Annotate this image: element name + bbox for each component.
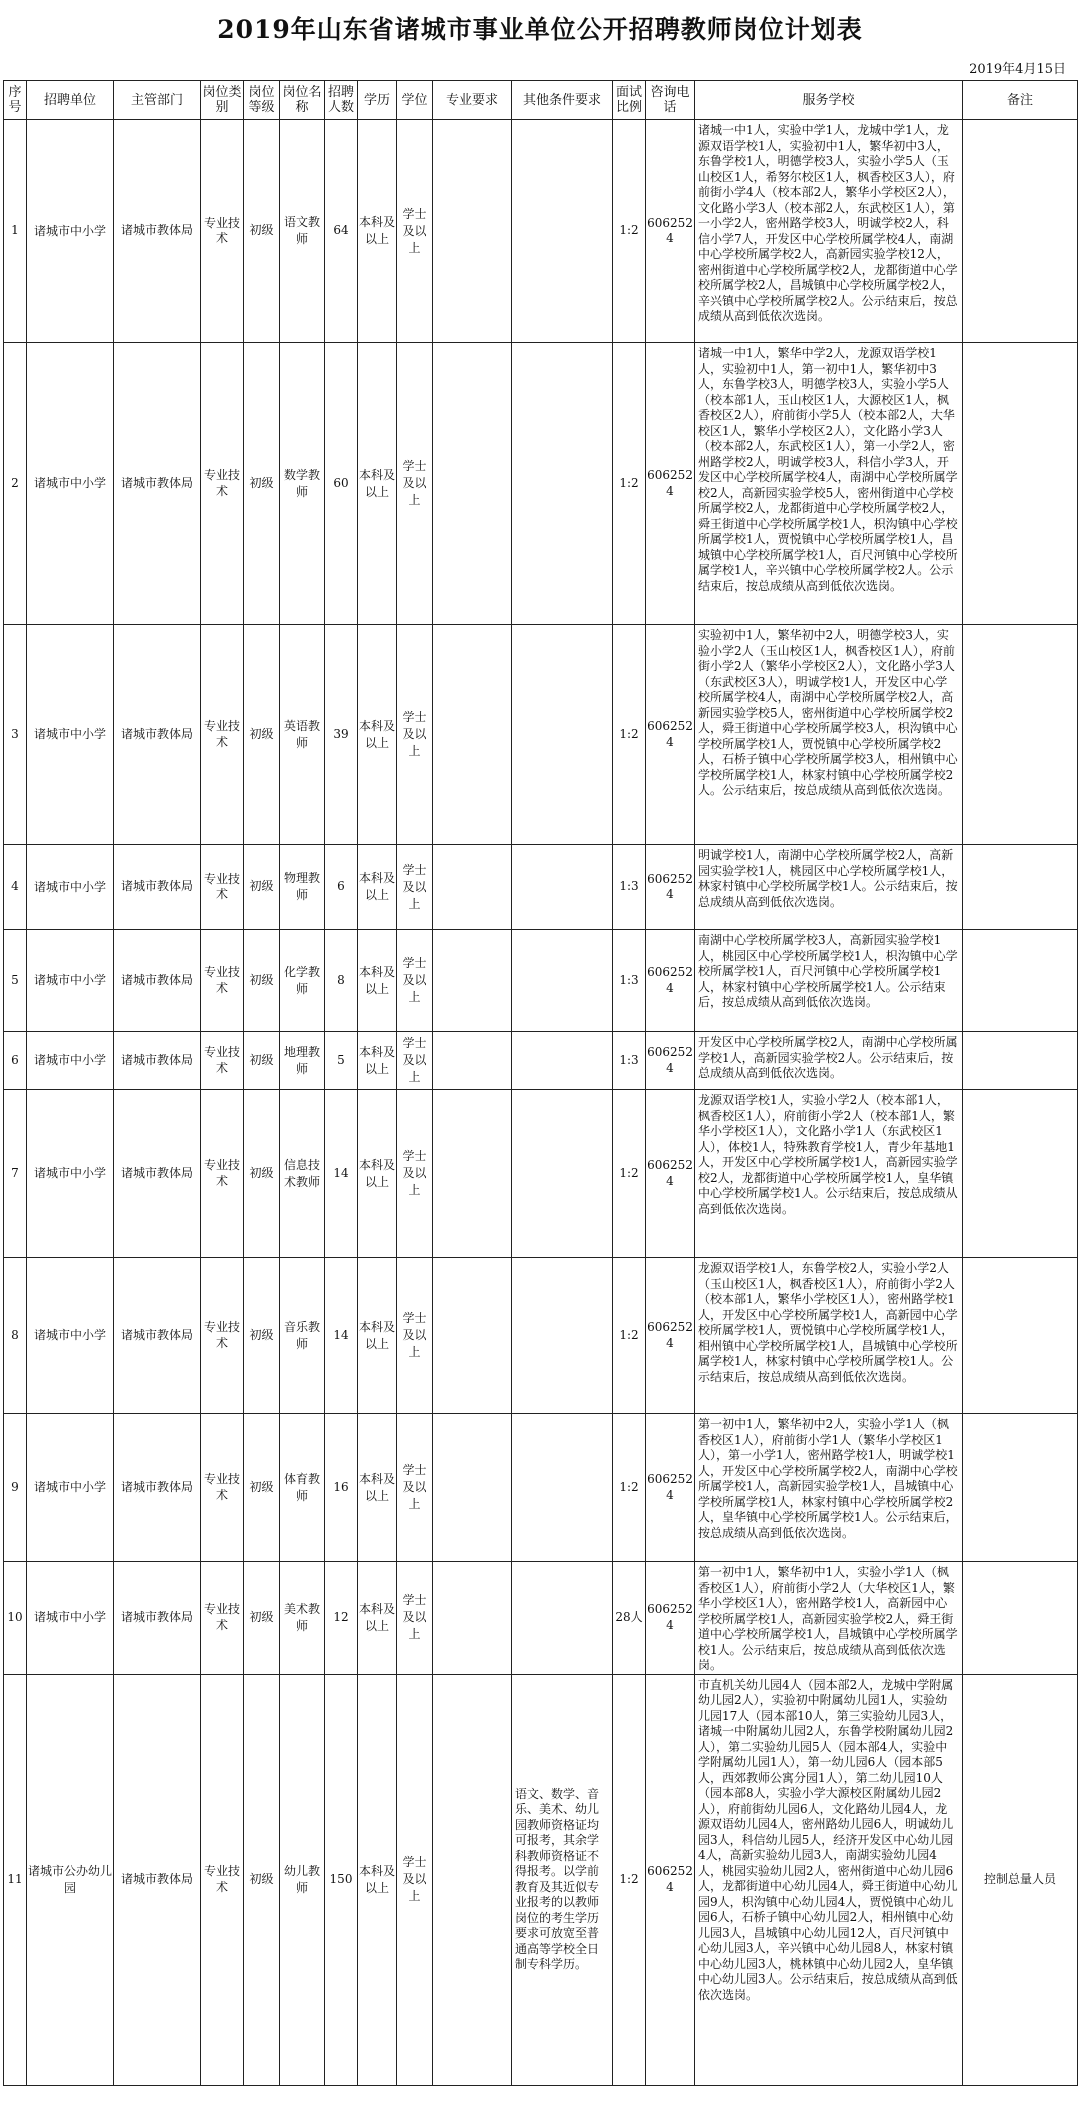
table-row (4, 1674, 1078, 2085)
row-number: 7 (4, 1090, 27, 1258)
header-row (4, 81, 1078, 120)
column-header: 招聘单位 (27, 81, 114, 120)
recruiting-unit: 诸城市中小学 (27, 1090, 114, 1258)
remarks (963, 625, 1078, 845)
education: 本科及以上 (358, 1258, 397, 1414)
post-category: 专业技术 (201, 120, 244, 343)
major-requirement (433, 1674, 512, 2085)
service-schools: 龙源双语学校1人，东鲁学校2人，实验小学2人（玉山校区1人，枫香校区1人），府前街小学2人（校本部1人，繁华小学校区1人），密州路学校1人，开发区中心学校所属学校1人，高新园中心学校所属学校1人，贾悦镇中心学校所属学校1人，相州镇中心学校所属学校1人，昌城镇中心学校所属学校1人，林家村镇中心学校所属学校1人。公示结束后，按总成绩从高到低依次选岗。 (695, 1258, 963, 1414)
education: 本科及以上 (358, 1414, 397, 1562)
recruiting-unit: 诸城市中小学 (27, 343, 114, 625)
post-name: 数学教师 (280, 343, 325, 625)
column-header: 其他条件要求 (512, 81, 613, 120)
supervising-dept: 诸城市教体局 (114, 120, 201, 343)
column-header: 招聘人数 (325, 81, 358, 120)
table-row (4, 1090, 1078, 1258)
major-requirement (433, 1562, 512, 1675)
supervising-dept: 诸城市教体局 (114, 625, 201, 845)
other-conditions (512, 120, 613, 343)
contact-phone: 6062524 (646, 343, 695, 625)
post-level: 初级 (244, 1032, 280, 1090)
other-conditions (512, 343, 613, 625)
service-schools: 诸城一中1人，实验中学1人，龙城中学1人，龙源双语学校1人，实验初中1人，繁华初中3人，东鲁学校1人，明德学校3人，实验小学5人（玉山校区1人，希努尔校区1人，枫香校区3人），府前街小学4人（校本部2人，繁华小学校区2人），文化路小学3人（校本部2人，东武校区1人），第一小学2人，密州路学校3人，明诚学校2人，科信小学7人，开发区中心学校所属学校4人，南湖中心学校所属学校2人，高新园实验学校12人，密州街道中心学校所属学校2人，龙都街道中心学校所属学校2人，昌城镇中心学校所属学校2人，辛兴镇中心学校所属学校2人。公示结束后，按总成绩从高到低依次选岗。 (695, 120, 963, 343)
interview-ratio: 1:2 (613, 625, 646, 845)
table-row (4, 845, 1078, 930)
column-header: 学历 (358, 81, 397, 120)
degree: 学士及以上 (397, 1562, 433, 1675)
post-level: 初级 (244, 1414, 280, 1562)
table-row (4, 625, 1078, 845)
degree: 学士及以上 (397, 1258, 433, 1414)
contact-phone: 6062524 (646, 625, 695, 845)
table-row (4, 1258, 1078, 1414)
post-category: 专业技术 (201, 1562, 244, 1675)
recruiting-unit: 诸城市中小学 (27, 1414, 114, 1562)
supervising-dept: 诸城市教体局 (114, 343, 201, 625)
education: 本科及以上 (358, 120, 397, 343)
other-conditions (512, 1032, 613, 1090)
recruiting-unit: 诸城市中小学 (27, 1258, 114, 1414)
degree: 学士及以上 (397, 1032, 433, 1090)
major-requirement (433, 930, 512, 1032)
contact-phone: 6062524 (646, 1674, 695, 2085)
post-level: 初级 (244, 845, 280, 930)
remarks (963, 1562, 1078, 1675)
degree: 学士及以上 (397, 1674, 433, 2085)
major-requirement (433, 845, 512, 930)
column-header: 岗位等级 (244, 81, 280, 120)
degree: 学士及以上 (397, 1090, 433, 1258)
table-row (4, 343, 1078, 625)
service-schools: 龙源双语学校1人，实验小学2人（校本部1人，枫香校区1人），府前街小学2人（校本部1人，繁华小学校区1人），文化路小学1人（东武校区1人），体校1人，特殊教育学校1人，青少年基地1人，开发区中心学校所属学校1人，高新园实验学校2人，龙都街道中心学校所属学校1人，皇华镇中心学校所属学校1人。公示结束后，按总成绩从高到低依次选岗。 (695, 1090, 963, 1258)
row-number: 9 (4, 1414, 27, 1562)
post-name: 化学教师 (280, 930, 325, 1032)
table-row (4, 120, 1078, 343)
post-category: 专业技术 (201, 1032, 244, 1090)
row-number: 1 (4, 120, 27, 343)
post-category: 专业技术 (201, 845, 244, 930)
education: 本科及以上 (358, 845, 397, 930)
column-header: 咨询电话 (646, 81, 695, 120)
recruiting-unit: 诸城市公办幼儿园 (27, 1674, 114, 2085)
post-level: 初级 (244, 930, 280, 1032)
recruit-count: 14 (325, 1090, 358, 1258)
column-header: 备注 (963, 81, 1078, 120)
interview-ratio: 1:2 (613, 1414, 646, 1562)
table-row (4, 1032, 1078, 1090)
contact-phone: 6062524 (646, 930, 695, 1032)
education: 本科及以上 (358, 1562, 397, 1675)
post-category: 专业技术 (201, 1414, 244, 1562)
supervising-dept: 诸城市教体局 (114, 1258, 201, 1414)
service-schools: 明诚学校1人，南湖中心学校所属学校2人，高新园实验学校1人，桃园区中心学校所属学校1人，林家村镇中心学校所属学校1人。公示结束后，按总成绩从高到低依次选岗。 (695, 845, 963, 930)
page-title: 2019年山东省诸城市事业单位公开招聘教师岗位计划表 (217, 15, 863, 44)
recruit-count: 8 (325, 930, 358, 1032)
degree: 学士及以上 (397, 343, 433, 625)
post-name: 物理教师 (280, 845, 325, 930)
post-name: 幼儿教师 (280, 1674, 325, 2085)
interview-ratio: 1:2 (613, 1674, 646, 2085)
post-name: 美术教师 (280, 1562, 325, 1675)
interview-ratio: 1:2 (613, 1258, 646, 1414)
post-name: 英语教师 (280, 625, 325, 845)
recruitment-table (3, 80, 1078, 2086)
post-name: 信息技术教师 (280, 1090, 325, 1258)
row-number: 8 (4, 1258, 27, 1414)
other-conditions (512, 930, 613, 1032)
column-header: 岗位类别 (201, 81, 244, 120)
contact-phone: 6062524 (646, 845, 695, 930)
major-requirement (433, 1258, 512, 1414)
other-conditions (512, 1258, 613, 1414)
row-number: 3 (4, 625, 27, 845)
recruit-count: 5 (325, 1032, 358, 1090)
post-category: 专业技术 (201, 930, 244, 1032)
post-name: 语文教师 (280, 120, 325, 343)
row-number: 4 (4, 845, 27, 930)
remarks (963, 1090, 1078, 1258)
post-level: 初级 (244, 1674, 280, 2085)
other-conditions: 语文、数学、音乐、美术、幼儿园教师资格证均可报考，其余学科教师资格证不得报考。以学前教育及其近似专业报考的以教师岗位的考生学历要求可放宽至普通高等学校全日制专科学历。 (512, 1674, 613, 2085)
post-category: 专业技术 (201, 343, 244, 625)
major-requirement (433, 120, 512, 343)
interview-ratio: 1:3 (613, 930, 646, 1032)
contact-phone: 6062524 (646, 1414, 695, 1562)
recruit-count: 60 (325, 343, 358, 625)
interview-ratio: 28人 (613, 1562, 646, 1675)
other-conditions (512, 1090, 613, 1258)
column-header: 序号 (4, 81, 27, 120)
education: 本科及以上 (358, 343, 397, 625)
service-schools: 实验初中1人，繁华初中2人，明德学校3人，实验小学2人（玉山校区1人，枫香校区1人），府前街小学2人（繁华小学校区2人），文化路小学3人（东武校区3人），明诚学校1人，开发区中心学校所属学校4人，南湖中心学校所属学校2人，高新园实验学校5人，密州街道中心学校所属学校2人，舜王街道中心学校所属学校3人，枳沟镇中心学校所属学校1人，贾悦镇中心学校所属学校2人，石桥子镇中心学校所属学校3人，相州镇中心学校所属学校1人，林家村镇中心学校所属学校2人。公示结束后，按总成绩从高到低依次选岗。 (695, 625, 963, 845)
interview-ratio: 1:3 (613, 1032, 646, 1090)
supervising-dept: 诸城市教体局 (114, 1414, 201, 1562)
remarks (963, 930, 1078, 1032)
document-date: 2019年4月15日 (969, 62, 1066, 77)
post-name: 音乐教师 (280, 1258, 325, 1414)
recruit-count: 150 (325, 1674, 358, 2085)
education: 本科及以上 (358, 1674, 397, 2085)
recruit-count: 6 (325, 845, 358, 930)
major-requirement (433, 343, 512, 625)
table-row (4, 1414, 1078, 1562)
row-number: 10 (4, 1562, 27, 1675)
service-schools: 南湖中心学校所属学校3人，高新园实验学校1人，桃园区中心学校所属学校1人，枳沟镇中心学校所属学校1人，百尺河镇中心学校所属学校1人，林家村镇中心学校所属学校1人。公示结束后，按总成绩从高到低依次选岗。 (695, 930, 963, 1032)
post-category: 专业技术 (201, 1258, 244, 1414)
supervising-dept: 诸城市教体局 (114, 930, 201, 1032)
degree: 学士及以上 (397, 845, 433, 930)
row-number: 6 (4, 1032, 27, 1090)
major-requirement (433, 1414, 512, 1562)
service-schools: 市直机关幼儿园4人（园本部2人，龙城中学附属幼儿园2人），实验初中附属幼儿园1人，实验幼儿园17人（园本部10人，第三实验幼儿园3人，诸城一中附属幼儿园2人，东鲁学校附属幼儿园2人），第二实验幼儿园5人（园本部4人，实验中学附属幼儿园1人），第一幼儿园6人（园本部5人，西郊教师公寓分园1人），第二幼儿园10人（园本部8人，实验小学大源校区附属幼儿园2人），府前街幼儿园6人，文化路幼儿园4人，龙源双语幼儿园4人，密州路幼儿园6人，明诚幼儿园3人，科信幼儿园5人，经济开发区中心幼儿园4人，高新实验幼儿园3人，南湖实验幼儿园4人，桃园实验幼儿园2人，密州街道中心幼儿园6人，龙都街道中心幼儿园4人，舜王街道中心幼儿园9人，枳沟镇中心幼儿园4人，贾悦镇中心幼儿园6人，石桥子镇中心幼儿园2人，相州镇中心幼儿园3人，昌城镇中心幼儿园12人，百尺河镇中心幼儿园3人，辛兴镇中心幼儿园8人，林家村镇中心幼儿园3人，桃林镇中心幼儿园2人，皇华镇中心幼儿园3人。公示结束后，按总成绩从高到低依次选岗。 (695, 1674, 963, 2085)
interview-ratio: 1:3 (613, 845, 646, 930)
supervising-dept: 诸城市教体局 (114, 1090, 201, 1258)
table-row (4, 930, 1078, 1032)
education: 本科及以上 (358, 625, 397, 845)
post-name: 体育教师 (280, 1414, 325, 1562)
remarks (963, 120, 1078, 343)
interview-ratio: 1:2 (613, 120, 646, 343)
recruit-count: 14 (325, 1258, 358, 1414)
degree: 学士及以上 (397, 120, 433, 343)
post-level: 初级 (244, 343, 280, 625)
remarks (963, 1258, 1078, 1414)
recruit-count: 39 (325, 625, 358, 845)
contact-phone: 6062524 (646, 1090, 695, 1258)
post-category: 专业技术 (201, 1674, 244, 2085)
service-schools: 开发区中心学校所属学校2人，南湖中心学校所属学校1人，高新园实验学校2人。公示结束后，按总成绩从高到低依次选岗。 (695, 1032, 963, 1090)
remarks (963, 1414, 1078, 1562)
remarks (963, 845, 1078, 930)
column-header: 学位 (397, 81, 433, 120)
recruiting-unit: 诸城市中小学 (27, 1562, 114, 1675)
other-conditions (512, 1414, 613, 1562)
interview-ratio: 1:2 (613, 1090, 646, 1258)
column-header: 主管部门 (114, 81, 201, 120)
education: 本科及以上 (358, 1032, 397, 1090)
service-schools: 诸城一中1人，繁华中学2人，龙源双语学校1人，实验初中1人，第一初中1人，繁华初中3人，东鲁学校3人，明德学校3人，实验小学5人（校本部1人，玉山校区1人，大源校区1人，枫香校区2人），府前街小学5人（校本部2人，大华校区1人，繁华小学校区2人），文化路小学3人（校本部2人，东武校区1人），第一小学2人，密州路学校2人，明诚学校3人，科信小学3人，开发区中心学校所属学校4人，南湖中心学校所属学校2人，高新园实验学校5人，密州街道中心学校所属学校2人，龙都街道中心学校所属学校2人，舜王街道中心学校所属学校1人，枳沟镇中心学校所属学校1人，贾悦镇中心学校所属学校1人，昌城镇中心学校所属学校1人，百尺河镇中心学校所属学校1人，辛兴镇中心学校所属学校2人。公示结束后，按总成绩从高到低依次选岗。 (695, 343, 963, 625)
remarks (963, 343, 1078, 625)
post-level: 初级 (244, 1258, 280, 1414)
contact-phone: 6062524 (646, 1258, 695, 1414)
contact-phone: 6062524 (646, 1562, 695, 1675)
row-number: 2 (4, 343, 27, 625)
education: 本科及以上 (358, 930, 397, 1032)
post-level: 初级 (244, 1090, 280, 1258)
column-header: 面试比例 (613, 81, 646, 120)
service-schools: 第一初中1人，繁华初中2人，实验小学1人（枫香校区1人），府前街小学1人（繁华小学校区1人），第一小学1人，密州路学校1人，明诚学校1人，开发区中心学校所属学校2人，南湖中心学校所属学校1人，高新园实验学校1人，昌城镇中心学校所属学校1人，林家村镇中心学校所属学校2人，皇华镇中心学校所属学校1人。公示结束后，按总成绩从高到低依次选岗。 (695, 1414, 963, 1562)
other-conditions (512, 845, 613, 930)
supervising-dept: 诸城市教体局 (114, 1032, 201, 1090)
column-header: 岗位名称 (280, 81, 325, 120)
column-header: 专业要求 (433, 81, 512, 120)
recruiting-unit: 诸城市中小学 (27, 1032, 114, 1090)
column-header: 服务学校 (695, 81, 963, 120)
degree: 学士及以上 (397, 930, 433, 1032)
remarks (963, 1032, 1078, 1090)
post-name: 地理教师 (280, 1032, 325, 1090)
recruit-count: 12 (325, 1562, 358, 1675)
recruit-count: 64 (325, 120, 358, 343)
supervising-dept: 诸城市教体局 (114, 1562, 201, 1675)
supervising-dept: 诸城市教体局 (114, 845, 201, 930)
contact-phone: 6062524 (646, 1032, 695, 1090)
other-conditions (512, 1562, 613, 1675)
post-level: 初级 (244, 625, 280, 845)
recruiting-unit: 诸城市中小学 (27, 120, 114, 343)
recruiting-unit: 诸城市中小学 (27, 625, 114, 845)
contact-phone: 6062524 (646, 120, 695, 343)
table-body (4, 120, 1078, 2086)
supervising-dept: 诸城市教体局 (114, 1674, 201, 2085)
recruit-count: 16 (325, 1414, 358, 1562)
degree: 学士及以上 (397, 625, 433, 845)
service-schools: 第一初中1人，繁华初中1人，实验小学1人（枫香校区1人），府前街小学2人（大华校区1人，繁华小学校区1人），密州路学校1人，高新园中心学校所属学校1人，高新园实验学校2人，舜王街道中心学校所属学校1人，昌城镇中心学校所属学校1人。公示结束后，按总成绩从高到低依次选岗。 (695, 1562, 963, 1675)
remarks: 控制总量人员 (963, 1674, 1078, 2085)
education: 本科及以上 (358, 1090, 397, 1258)
post-category: 专业技术 (201, 1090, 244, 1258)
interview-ratio: 1:2 (613, 343, 646, 625)
degree: 学士及以上 (397, 1414, 433, 1562)
post-category: 专业技术 (201, 625, 244, 845)
recruiting-unit: 诸城市中小学 (27, 845, 114, 930)
post-level: 初级 (244, 1562, 280, 1675)
major-requirement (433, 1032, 512, 1090)
major-requirement (433, 625, 512, 845)
recruiting-unit: 诸城市中小学 (27, 930, 114, 1032)
major-requirement (433, 1090, 512, 1258)
post-level: 初级 (244, 120, 280, 343)
other-conditions (512, 625, 613, 845)
row-number: 11 (4, 1674, 27, 2085)
row-number: 5 (4, 930, 27, 1032)
table-row (4, 1562, 1078, 1675)
